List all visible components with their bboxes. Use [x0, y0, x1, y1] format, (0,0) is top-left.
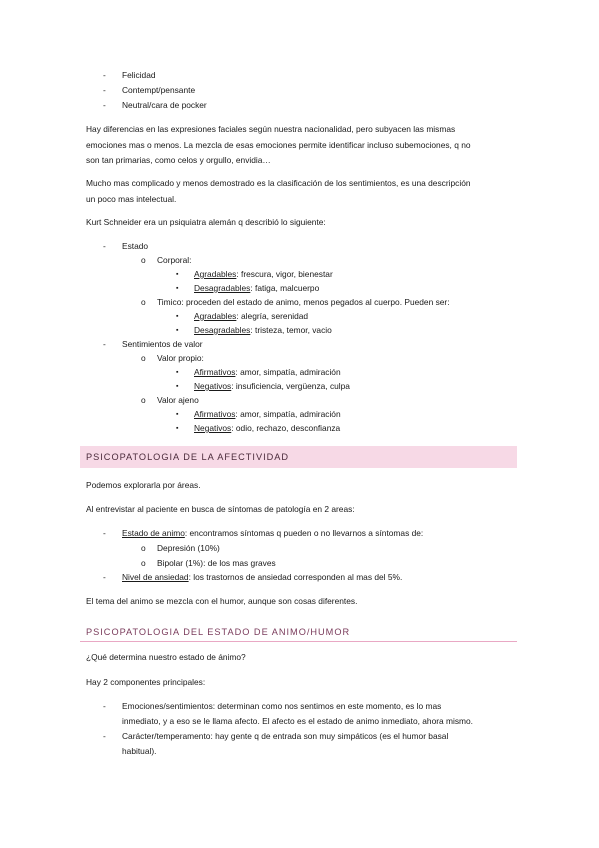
outline-text: : fatiga, malcuerpo — [250, 283, 320, 293]
list-item: Contempt/pensante — [122, 85, 196, 95]
agradables-label: Agradables — [194, 269, 237, 279]
list-square: ▪ — [176, 271, 179, 278]
list-dash: - — [103, 572, 106, 582]
list-item — [122, 528, 423, 539]
list-text: : encontramos síntomas q pueden o no llevarnos a síntomas de: — [184, 528, 424, 538]
outline-text: : odio, rechazo, desconfianza — [231, 423, 341, 433]
outline-item-sentimientos: Sentimientos de valor — [122, 339, 203, 349]
list-circle: o — [141, 543, 146, 553]
paragraph-line: emociones mas o menos. La mezcla de esas emociones permite identificar incluso subemociones, q no — [86, 140, 471, 150]
agradables-label: Agradables — [194, 311, 237, 321]
paragraph-line: Hay diferencias en las expresiones faciales según nuestra nacionalidad, pero subyacen las mismas — [86, 124, 456, 134]
outline-item-valor-ajeno: Valor ajeno — [157, 395, 199, 405]
paragraph-line: Mucho mas complicado y menos demostrado es la clasificación de los sentimientos, es una descripción — [86, 178, 471, 188]
paragraph-line: Podemos explorarla por áreas. — [86, 480, 201, 490]
list-dash: - — [103, 731, 106, 741]
list-item-line: inmediato, y a eso se le llama afecto. El afecto es el estado de animo inmediato, ahora mismo. — [122, 716, 474, 726]
nivel-ansiedad-label: Nivel de ansiedad — [122, 572, 189, 582]
estado-animo-label: Estado de animo — [122, 528, 185, 538]
paragraph-line: Kurt Schneider era un psiquiatra alemán q describió lo siguiente: — [86, 217, 326, 227]
list-square: ▪ — [176, 369, 179, 376]
list-dash: - — [103, 241, 106, 251]
list-square: ▪ — [176, 383, 179, 390]
outline-item-corporal: Corporal: — [157, 255, 192, 265]
outline-text: : frescura, vigor, bienestar — [236, 269, 333, 279]
outline-item — [194, 325, 332, 336]
paragraph-line: un poco mas intelectual. — [86, 194, 177, 204]
list-item: Bipolar (1%): de los mas graves — [157, 558, 276, 568]
list-circle: o — [141, 255, 146, 265]
negativos-label: Negativos — [194, 423, 232, 433]
paragraph-line: son tan primarias, como celos y orgullo, envidia… — [86, 155, 271, 165]
section-heading: PSICOPATOLOGIA DEL ESTADO DE ANIMO/HUMOR — [80, 622, 517, 642]
outline-item — [194, 367, 341, 378]
list-dash: - — [103, 701, 106, 711]
negativos-label: Negativos — [194, 381, 232, 391]
list-circle: o — [141, 558, 146, 568]
list-circle: o — [141, 297, 146, 307]
list-square: ▪ — [176, 313, 179, 320]
outline-item — [194, 423, 340, 434]
outline-item-estado: Estado — [122, 241, 149, 251]
list-item-line: Carácter/temperamento: hay gente q de entrada son muy simpáticos (es el humor basal — [122, 731, 449, 741]
outline-item-valor-propio: Valor propio: — [157, 353, 204, 363]
outline-item — [194, 311, 308, 322]
section-heading: PSICOPATOLOGIA DE LA AFECTIVIDAD — [80, 446, 517, 468]
outline-text: : tristeza, temor, vacio — [250, 325, 332, 335]
list-item: Depresión (10%) — [157, 543, 220, 553]
outline-text: : amor, simpatía, admiración — [235, 409, 341, 419]
list-item-line: Emociones/sentimientos: determinan como nos sentimos en este momento, es lo mas — [122, 701, 442, 711]
outline-text: : amor, simpatía, admiración — [235, 367, 341, 377]
list-dash: - — [103, 100, 106, 110]
outline-item-timico: Timico: proceden del estado de animo, menos pegados al cuerpo. Pueden ser: — [157, 297, 450, 307]
list-square: ▪ — [176, 285, 179, 292]
outline-item — [194, 269, 333, 280]
list-circle: o — [141, 353, 146, 363]
paragraph-line: Hay 2 componentes principales: — [86, 677, 206, 687]
outline-item — [194, 409, 341, 420]
list-dash: - — [103, 528, 106, 538]
list-square: ▪ — [176, 425, 179, 432]
list-dash: - — [103, 70, 106, 80]
outline-text: : insuficiencia, vergüenza, culpa — [231, 381, 350, 391]
list-circle: o — [141, 395, 146, 405]
paragraph-line: El tema del animo se mezcla con el humor, aunque son cosas diferentes. — [86, 596, 358, 606]
list-square: ▪ — [176, 327, 179, 334]
outline-item — [194, 381, 350, 392]
list-item: Neutral/cara de pocker — [122, 100, 207, 110]
list-dash: - — [103, 339, 106, 349]
afirmativos-label: Afirmativos — [194, 367, 236, 377]
desagradables-label: Desagradables — [194, 325, 251, 335]
desagradables-label: Desagradables — [194, 283, 251, 293]
list-square: ▪ — [176, 411, 179, 418]
afirmativos-label: Afirmativos — [194, 409, 236, 419]
list-item — [122, 572, 402, 583]
list-item-line: habitual). — [122, 746, 157, 756]
list-dash: - — [103, 85, 106, 95]
paragraph-line: ¿Qué determina nuestro estado de ánimo? — [86, 652, 246, 662]
list-item: Felicidad — [122, 70, 156, 80]
paragraph-line: Al entrevistar al paciente en busca de síntomas de patología en 2 areas: — [86, 504, 355, 514]
outline-text: : alegría, serenidad — [236, 311, 309, 321]
outline-item — [194, 283, 319, 294]
list-text: : los trastornos de ansiedad corresponden al mas del 5%. — [188, 572, 403, 582]
